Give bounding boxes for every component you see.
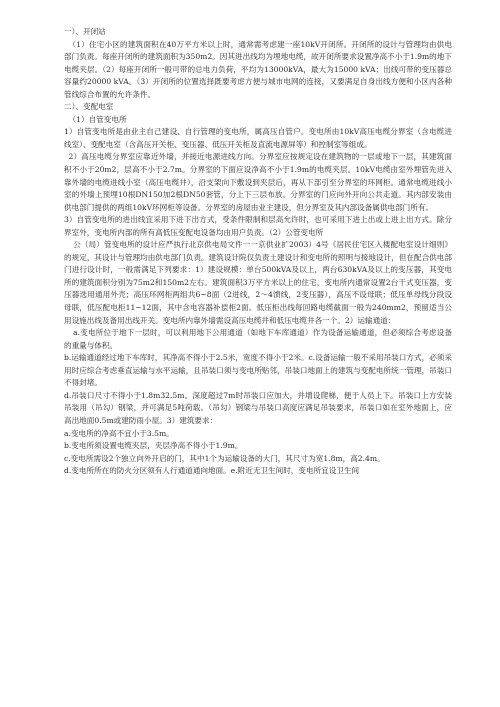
document-body: [64, 26, 452, 478]
list-item: b.变电所须设置电缆夹层，夹层净高不得小于1.9m。: [64, 441, 243, 451]
paragraph: （1）住宅小区的建筑面积在40万平方米以上时，通常需考虑建一座10kV开闭所。开闭所的设计与管理均由供电部门负责。每座开闭所的建筑面积为350m2。因其进出线均为埋地电缆，故开闭所要求设置净高不小于1.9m的地下电缆夹层。（2）每座开闭所一般可带的总电力负荷，平均为13000kVA，最大为15000 kVA；出线可带的变压器总容量约20000 kVA。（3）开闭所的位置选择既要考虑方便与城市电网的连接，又要满足自身出线方便和小区内各种管线综合布置的允许条件。: [64, 39, 452, 99]
list-item: a.变电所的净高不宜小于3.5m。: [64, 428, 174, 438]
paragraph: 1）自管变电所是由业主自己建设、自行管理的变电所，属高压自管户。变电所由10kV高压电缆分界室（含电缆进线室）、变配电室（含高压开关柜、变压器、低压开关柜及直流电源屏等）和控制室等组成。: [64, 127, 452, 149]
list-item: d.变电所所在的防火分区须有人行通道通向地面。e.附近无卫生间时，变电所宜设卫生间: [64, 466, 360, 476]
paragraph: a.变电所位于地下一层时，可以利用地下公用通道（如地下车库通道）作为设备运输通道，但必须综合考虑设备的重量与体积。: [64, 328, 452, 350]
paragraph: d.吊装口尺寸不得小于1.8m32.5m。深度超过7m时吊装口应加大，并增设爬梯，便于人员上下。吊装口上方安装吊装用（吊勾）钢梁，并可满足5吨荷载。（吊勾）钢梁与吊装口高度应满足吊装要求，吊装口如在室外地面上，应高出地面0.5m或建防雨小屋。3）建筑要求：: [64, 390, 452, 425]
paragraph: 公（局）管变电所的设计应严执行北京供电局文件一一京供业扩2003）4号《居民住宅区入楼配电室设计细则》的规定，其设计与管理均由供电部门负责。建筑设计院仅负责土建设计和变电所的照明与接地设计，但在配合供电部门进行设计时，一般需满足下列要求：1）建设规模：单台500kVA及以上，两台630kVA及以上的变压器，其变电所的建筑面积分别为75m2和150m2左右。建筑面积3万平方米以上的住宅，变电所内通常设置2台干式变压器，变压器选用通用外壳；高压环网柜两组共6~8面（2进线，2～4馈线，2变压器），高压不设母联；低压单母线分段设母联，低压配电柜11~12面，其中含电容器补偿柜2面。低压柜出线每回路电缆截面一般为240mm2，预留适当公用设施出线及备用出线开关。变电所内靠外墙需设高压电缆井和低压电缆井各一个。2）运输通道：: [64, 240, 452, 325]
paragraph: 3）自管变电所的进出线宜采用下进下出方式，受条件限制和层高允许时，也可采用下进上出或上进上出方式。除分界室外，变电所内部的所有高低压变配电设备均由用户负责。（2）公管变电所: [64, 215, 452, 237]
section-heading-2: 二）、变配电室: [64, 102, 114, 112]
paragraph: b.运输通道经过地下车库时，其净高不得小于2.5米，宽度不得小于2米。c.设备运输一般不采用吊装口方式，必须采用时应综合考虑垂直运输与水平运输，且吊装口须与变电所贴邻，吊装口地面上的建筑与变配电所统一管理，吊装口不得封堵。: [64, 353, 452, 388]
section-heading-1: 一）、开闭站: [64, 27, 106, 36]
subsection-heading: （1）自管变电所: [68, 114, 127, 124]
list-item: c.变电所需设2个独立向外开启的门，其中1个为运输设备的大门，其尺寸为宽1.8m，高2.4m。: [64, 453, 385, 463]
paragraph: 2）高压电缆分界室应靠近外墙，并接近电源进线方向。分界室应按规定设在建筑物的一层或地下一层，其建筑面积不小于20m2，层高不小于2.7m。分界室的下面应设净高不小于1.9m的电缆夹层。10kV电缆由室外埋管先进入靠外墙的电缆进线小室（高压电缆井），沿支架向下敷设到夹层后，再从下部引至分界室的环网柜。通常电缆进线小室的外墙上预埋10根DN150加2根DN50套管，分上下三层布放。分界室的门应向外开向公共走道。其内部安装由供电部门提供的两组10kV环网柜等设备。分界室的房屋由业主建设，但分界室及其内部设备属供电部门所有。: [64, 152, 452, 212]
